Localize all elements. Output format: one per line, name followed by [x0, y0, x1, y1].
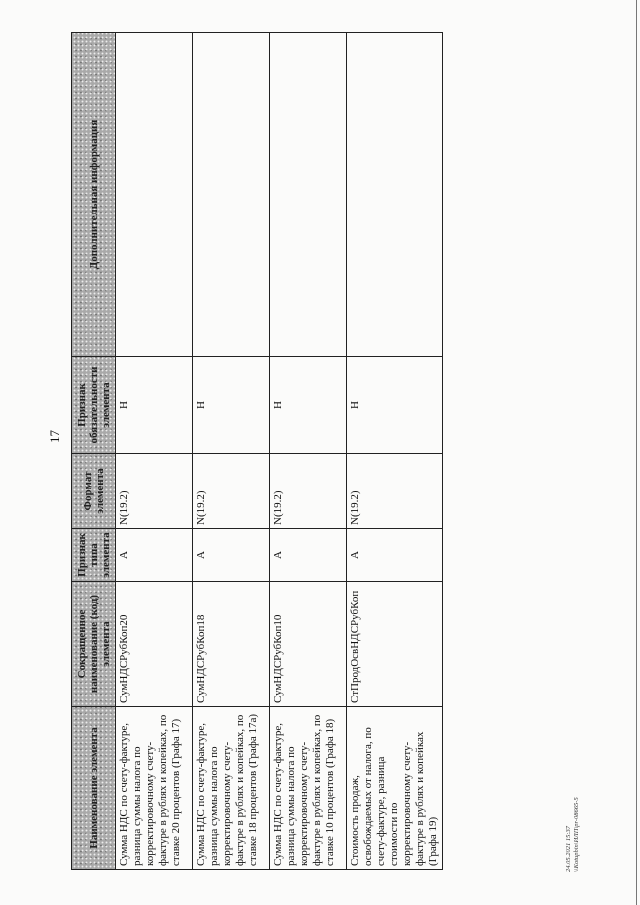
footer-file-path: \\Kotupbin\ИЛП\pr-08665-5	[573, 797, 580, 872]
cell-type: А	[116, 529, 193, 582]
page-edge-line	[636, 0, 637, 905]
header-element-type: Признак типа элемента	[72, 529, 116, 582]
cell-required: Н	[347, 357, 443, 454]
table-row	[116, 33, 193, 870]
header-element-name: Наименование элемента	[72, 707, 116, 870]
cell-required: Н	[116, 357, 193, 454]
cell-type: А	[270, 529, 347, 582]
cell-name: Стоимость продаж, освобождаемых от налога, по счету-фактуре, разница стоимости по корректировочному счету-фактуре в рублях и копейках (Графа 19)	[347, 707, 443, 870]
rotated-table-container	[71, 33, 443, 870]
cell-info	[270, 33, 347, 357]
cell-info	[347, 33, 443, 357]
elements-table	[71, 32, 443, 870]
cell-name: Сумма НДС по счету-фактуре, разница суммы налога по корректировочному счету-фактуре в рублях и копейках, по ставке 10 процентов (Графа 18)	[270, 707, 347, 870]
cell-type: А	[347, 529, 443, 582]
cell-type: А	[193, 529, 270, 582]
footer-timestamp: 24.05.2021 15:37	[565, 825, 572, 872]
cell-info	[116, 33, 193, 357]
table-row	[270, 33, 347, 870]
cell-code: СумНДСРубКоп18	[193, 582, 270, 707]
header-element-format: Формат элемента	[72, 454, 116, 529]
table-header-row	[72, 33, 116, 870]
header-element-required: Признак обязательности элемента	[72, 357, 116, 454]
cell-name: Сумма НДС по счету-фактуре, разница суммы налога по корректировочному счету-фактуре в рублях и копейках, по ставке 18 процентов (Графа 17а)	[193, 707, 270, 870]
cell-format: N(19.2)	[193, 454, 270, 529]
cell-code: СтПродОсвНДСРубКоп	[347, 582, 443, 707]
header-element-code: Сокращенное наименование (код) элемента	[72, 582, 116, 707]
cell-format: N(19.2)	[270, 454, 347, 529]
cell-info	[193, 33, 270, 357]
cell-required: Н	[193, 357, 270, 454]
cell-code: СумНДСРубКоп10	[270, 582, 347, 707]
header-additional-info: Дополнительная информация	[72, 33, 116, 357]
cell-format: N(19.2)	[347, 454, 443, 529]
table-row	[193, 33, 270, 870]
cell-code: СумНДСРубКоп20	[116, 582, 193, 707]
page-number: 17	[47, 430, 62, 443]
table-row	[347, 33, 443, 870]
cell-required: Н	[270, 357, 347, 454]
document-footer	[565, 797, 581, 872]
cell-format: N(19.2)	[116, 454, 193, 529]
cell-name: Сумма НДС по счету-фактуре, разница суммы налога по корректировочному счету-фактуре в рублях и копейках, по ставке 20 процентов (Графа 17)	[116, 707, 193, 870]
